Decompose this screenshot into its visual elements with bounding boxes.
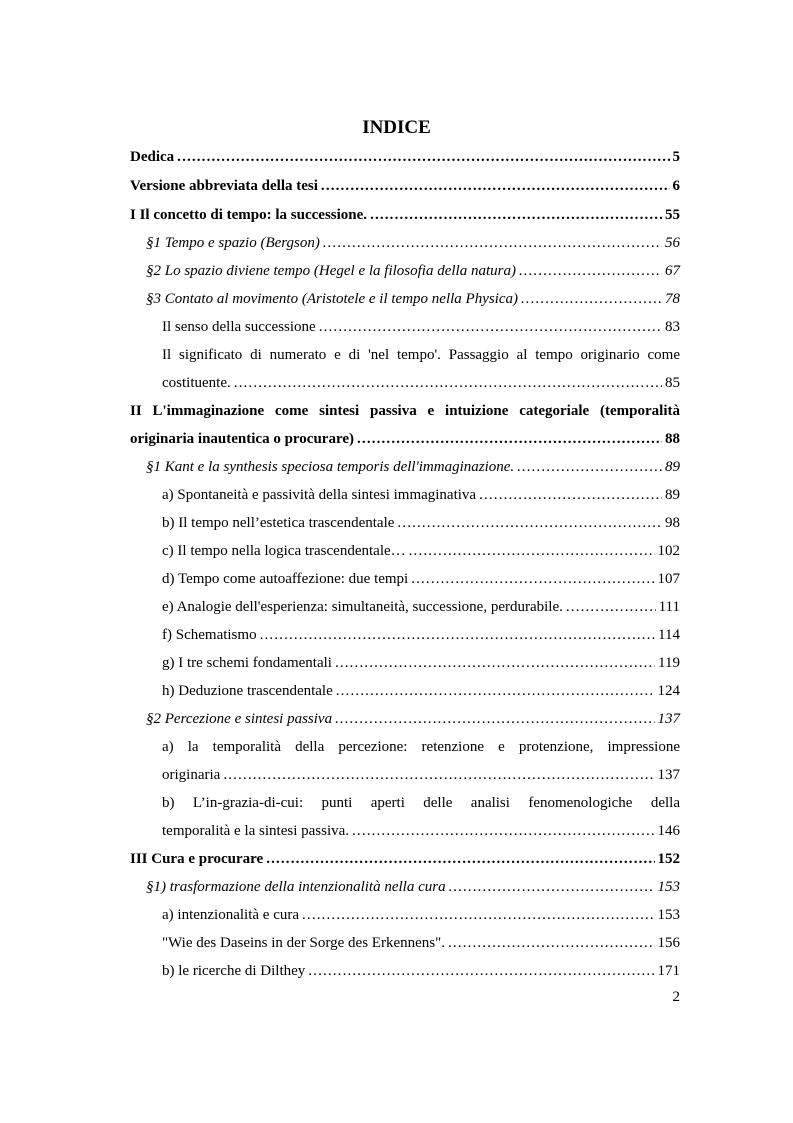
toc-subsection-significato-line1[interactable]: Il significato di numerato e di 'nel tempo'. Passaggio al tempo originario come [162, 347, 680, 363]
toc-entry-dedica[interactable]: Dedica . . . 5 [130, 144, 680, 170]
leader-dots [357, 426, 662, 452]
leader-dots [370, 202, 662, 228]
leader-dots [519, 258, 662, 284]
toc-subsection-3-1-a[interactable]: a) intenzionalità e cura . . . 153 [162, 902, 680, 928]
leader-dots [177, 144, 669, 170]
toc-subsection-wie-des-daseins[interactable]: "Wie des Daseins in der Sorge des Erkennens". . . . 156 [162, 930, 680, 956]
toc-section-1-2[interactable]: §2 Lo spazio diviene tempo (Hegel e la filosofia della natura) . . . 67 [146, 258, 680, 284]
leader-dots [266, 846, 654, 872]
toc-section-1-3[interactable]: §3 Contato al movimento (Aristotele e il tempo nella Physica) . . . 78 [146, 286, 680, 312]
toc-page-number: 171 [657, 963, 680, 979]
leader-dots [260, 622, 655, 648]
toc-chapter-1[interactable]: I Il concetto di tempo: la successione. . . . 55 [130, 202, 680, 228]
toc-subsection-a[interactable]: a) Spontaneità e passività della sintesi immaginativa . . . 89 [162, 482, 680, 508]
toc-section-3-1[interactable]: §1) trasformazione della intenzionalità nella cura . . . 153 [146, 874, 680, 900]
toc-subsection-2-2-b-line1[interactable]: b) L’in-grazia-di-cui: punti aperti delle analisi fenomenologiche della [162, 795, 680, 811]
toc-subsection-h[interactable]: h) Deduzione trascendentale . . . 124 [162, 678, 680, 704]
toc-page-number: 78 [665, 291, 680, 307]
toc-page-number: 156 [657, 935, 680, 951]
leader-dots [223, 762, 654, 788]
toc-entry-versione-abbreviata[interactable]: Versione abbreviata della tesi . . . 6 [130, 173, 680, 199]
leader-dots [479, 482, 662, 508]
toc-subsection-significato-line2[interactable]: costituente. . . . 85 [162, 370, 680, 396]
leader-dots [521, 286, 662, 312]
toc-page-number: 56 [665, 235, 680, 251]
toc-page-number: 137 [657, 767, 680, 783]
toc-page-number: 137 [657, 711, 680, 727]
toc-page-number: 152 [657, 851, 680, 867]
leader-dots [321, 173, 670, 199]
toc-page-number: 107 [657, 571, 680, 587]
leader-dots [449, 874, 655, 900]
leader-dots [566, 594, 656, 620]
toc-page-number: 5 [672, 149, 680, 165]
toc-page-number: 153 [657, 879, 680, 895]
toc-page-number: 55 [665, 207, 680, 223]
toc-page-number: 89 [665, 487, 680, 503]
toc-subsection-b[interactable]: b) Il tempo nell’estetica trascendentale . . . 98 [162, 510, 680, 536]
toc-subsection-d[interactable]: d) Tempo come autoaffezione: due tempi . . . 107 [162, 566, 680, 592]
toc-page-number: 114 [658, 627, 680, 643]
toc-subsection-f[interactable]: f) Schematismo . . . 114 [162, 622, 680, 648]
leader-dots [336, 678, 655, 704]
page-number: 2 [672, 989, 680, 1005]
toc-section-2-1[interactable]: §1 Kant e la synthesis speciosa temporis dell'immaginazione. . . . 89 [146, 454, 680, 480]
toc-page-number: 85 [665, 375, 680, 391]
toc-subsection-3-1-b[interactable]: b) le ricerche di Dilthey . . . 171 [162, 958, 680, 984]
leader-dots [517, 454, 662, 480]
toc-page-number: 83 [665, 319, 680, 335]
toc-page-number: 124 [657, 683, 680, 699]
toc-subsection-g[interactable]: g) I tre schemi fondamentali . . . 119 [162, 650, 680, 676]
leader-dots [308, 958, 654, 984]
toc-chapter-2-line1[interactable]: II L'immaginazione come sintesi passiva e intuizione categoriale (temporalità [130, 403, 680, 419]
leader-dots [302, 902, 654, 928]
toc-section-2-2[interactable]: §2 Percezione e sintesi passiva . . . 137 [146, 706, 680, 732]
toc-section-1-1[interactable]: §1 Tempo e spazio (Bergson) . . . 56 [146, 230, 680, 256]
toc-page-number: 153 [657, 907, 680, 923]
leader-dots [335, 650, 655, 676]
toc-page-number: 146 [657, 823, 680, 839]
toc-subsection-2-2-a-line1[interactable]: a) la temporalità della percezione: retenzione e protenzione, impressione [162, 739, 680, 755]
toc-page-number: 98 [665, 515, 680, 531]
toc-subsection-e[interactable]: e) Analogie dell'esperienza: simultaneità, successione, perdurabile. . . . 111 [162, 594, 680, 620]
toc-subsection-2-2-a-line2[interactable]: originaria . . . 137 [162, 762, 680, 788]
toc-page-number: 67 [665, 263, 680, 279]
leader-dots [448, 930, 655, 956]
toc-chapter-2-line2[interactable]: originaria inautentica o procurare) . . . 88 [130, 426, 680, 452]
toc-chapter-3[interactable]: III Cura e procurare . . . 152 [130, 846, 680, 872]
toc-subsection-c[interactable]: c) Il tempo nella logica trascendentale… . . . 102 [162, 538, 680, 564]
toc-page-number: 88 [665, 431, 680, 447]
toc-page-number: 119 [658, 655, 680, 671]
leader-dots [319, 314, 662, 340]
toc-page-number: 6 [672, 178, 680, 194]
toc-subsection-senso-successione[interactable]: Il senso della successione . . . 83 [162, 314, 680, 340]
leader-dots [397, 510, 662, 536]
toc-page-number: 102 [657, 543, 680, 559]
toc-page-number: 111 [658, 599, 680, 615]
leader-dots [352, 818, 654, 844]
leader-dots [234, 370, 662, 396]
leader-dots [409, 538, 655, 564]
toc-subsection-2-2-b-line2[interactable]: temporalità e la sintesi passiva. . . . 146 [162, 818, 680, 844]
leader-dots [411, 566, 654, 592]
page-title: INDICE [362, 117, 431, 138]
toc-page-number: 89 [665, 459, 680, 475]
leader-dots [323, 230, 662, 256]
leader-dots [335, 706, 654, 732]
